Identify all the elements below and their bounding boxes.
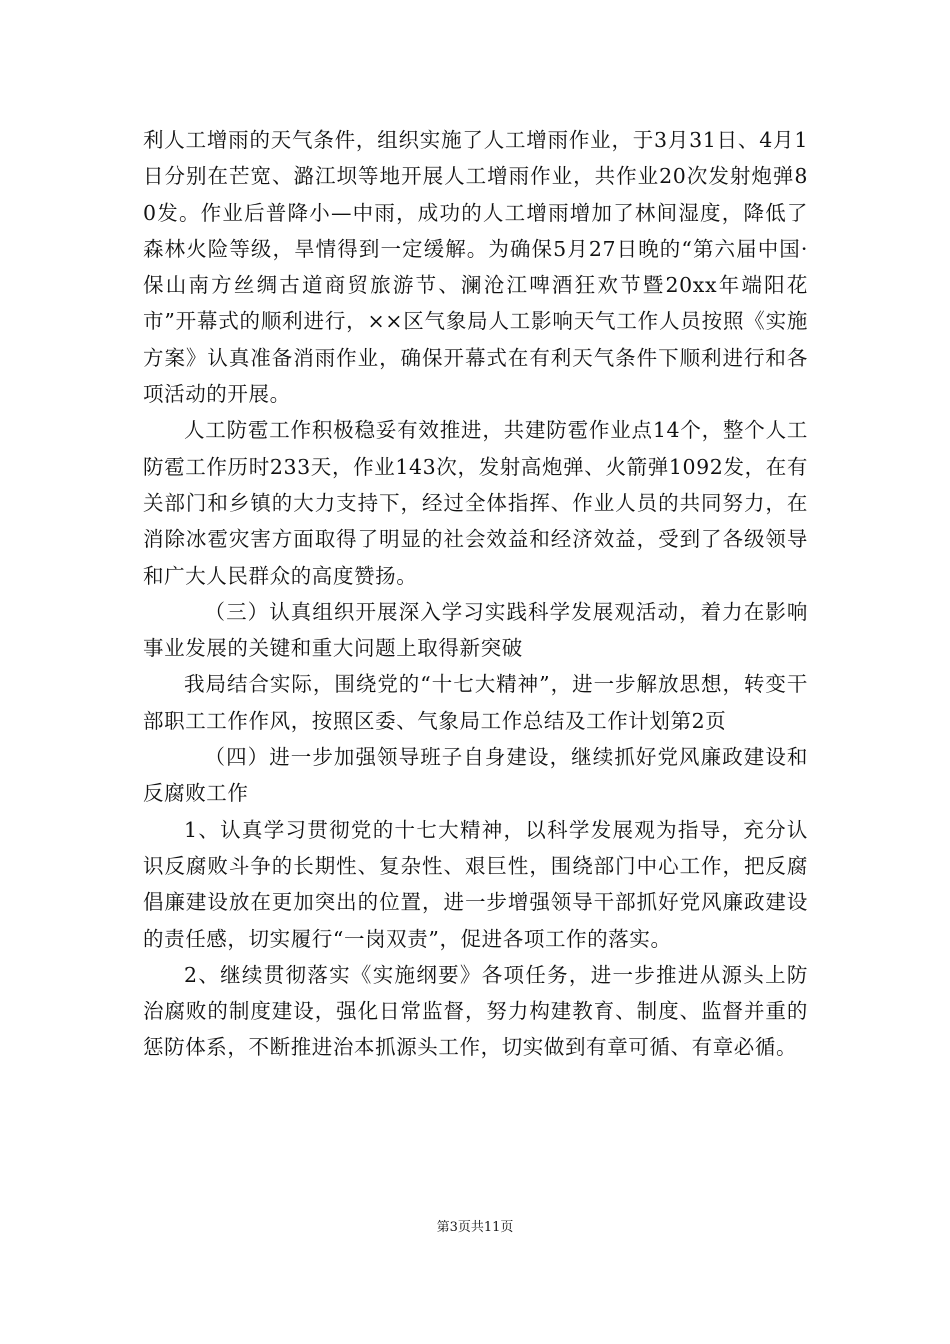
paragraph-bureau-practice: 我局结合实际，围绕党的“十七大精神”，进一步解放思想，转变干部职工工作作风，按照区委、气象局工作总结及工作计划第2页 xyxy=(143,672,808,733)
paragraph-rain-enhancement: 利人工增雨的天气条件，组织实施了人工增雨作业，于3月31日、4月1日分别在芒宽、潞江坝等地开展人工增雨作业，共作业20次发射炮弹80发。作业后普降小—中雨，成功的人工增雨增加了林间湿度，降低了森林火险等级，旱情得到一定缓解。为确保5月27日晚的“第六届中国·保山南方丝绸古道商贸旅游节、澜沧江啤酒狂欢节暨20xx年端阳花市”开幕式的顺利进行，××区气象局人工影响天气工作人员按照《实施方案》认真准备消雨作业，确保开幕式在有利天气条件下顺利进行和各项活动的开展。 xyxy=(143,128,809,407)
section-heading-four: （四）进一步加强领导班子自身建设，继续抓好党风廉政建设和反腐败工作 xyxy=(143,745,808,806)
paragraph-item-two: 2、继续贯彻落实《实施纲要》各项任务，进一步推进从源头上防治腐败的制度建设，强化日常监督，努力构建教育、制度、监督并重的惩防体系，不断推进治本抓源头工作，切实做到有章可循、有章必循。 xyxy=(143,962,808,1060)
document-body xyxy=(143,122,808,1066)
paragraph-item-one: 1、认真学习贯彻党的十七大精神，以科学发展观为指导，充分认识反腐败斗争的长期性、复杂性、艰巨性，围绕部门中心工作，把反腐倡廉建设放在更加突出的位置，进一步增强领导干部抓好党风廉政建设的责任感，切实履行“一岗双责”，促进各项工作的落实。 xyxy=(143,817,808,951)
section-heading-three: （三）认真组织开展深入学习实践科学发展观活动，着力在影响事业发展的关键和重大问题上取得新突破 xyxy=(143,599,808,661)
paragraph-hail-prevention: 人工防雹工作积极稳妥有效推进，共建防雹作业点14个，整个人工防雹工作历时233天，作业143次，发射高炮弹、火箭弹1092发，在有关部门和乡镇的大力支持下，经过全体指挥、作业人员的共同努力，在消除冰雹灾害方面取得了明显的社会效益和经济效益，受到了各级领导和广大人民群众的高度赞扬。 xyxy=(143,418,808,588)
page-number-footer: 第3页共11页 xyxy=(436,1220,514,1235)
